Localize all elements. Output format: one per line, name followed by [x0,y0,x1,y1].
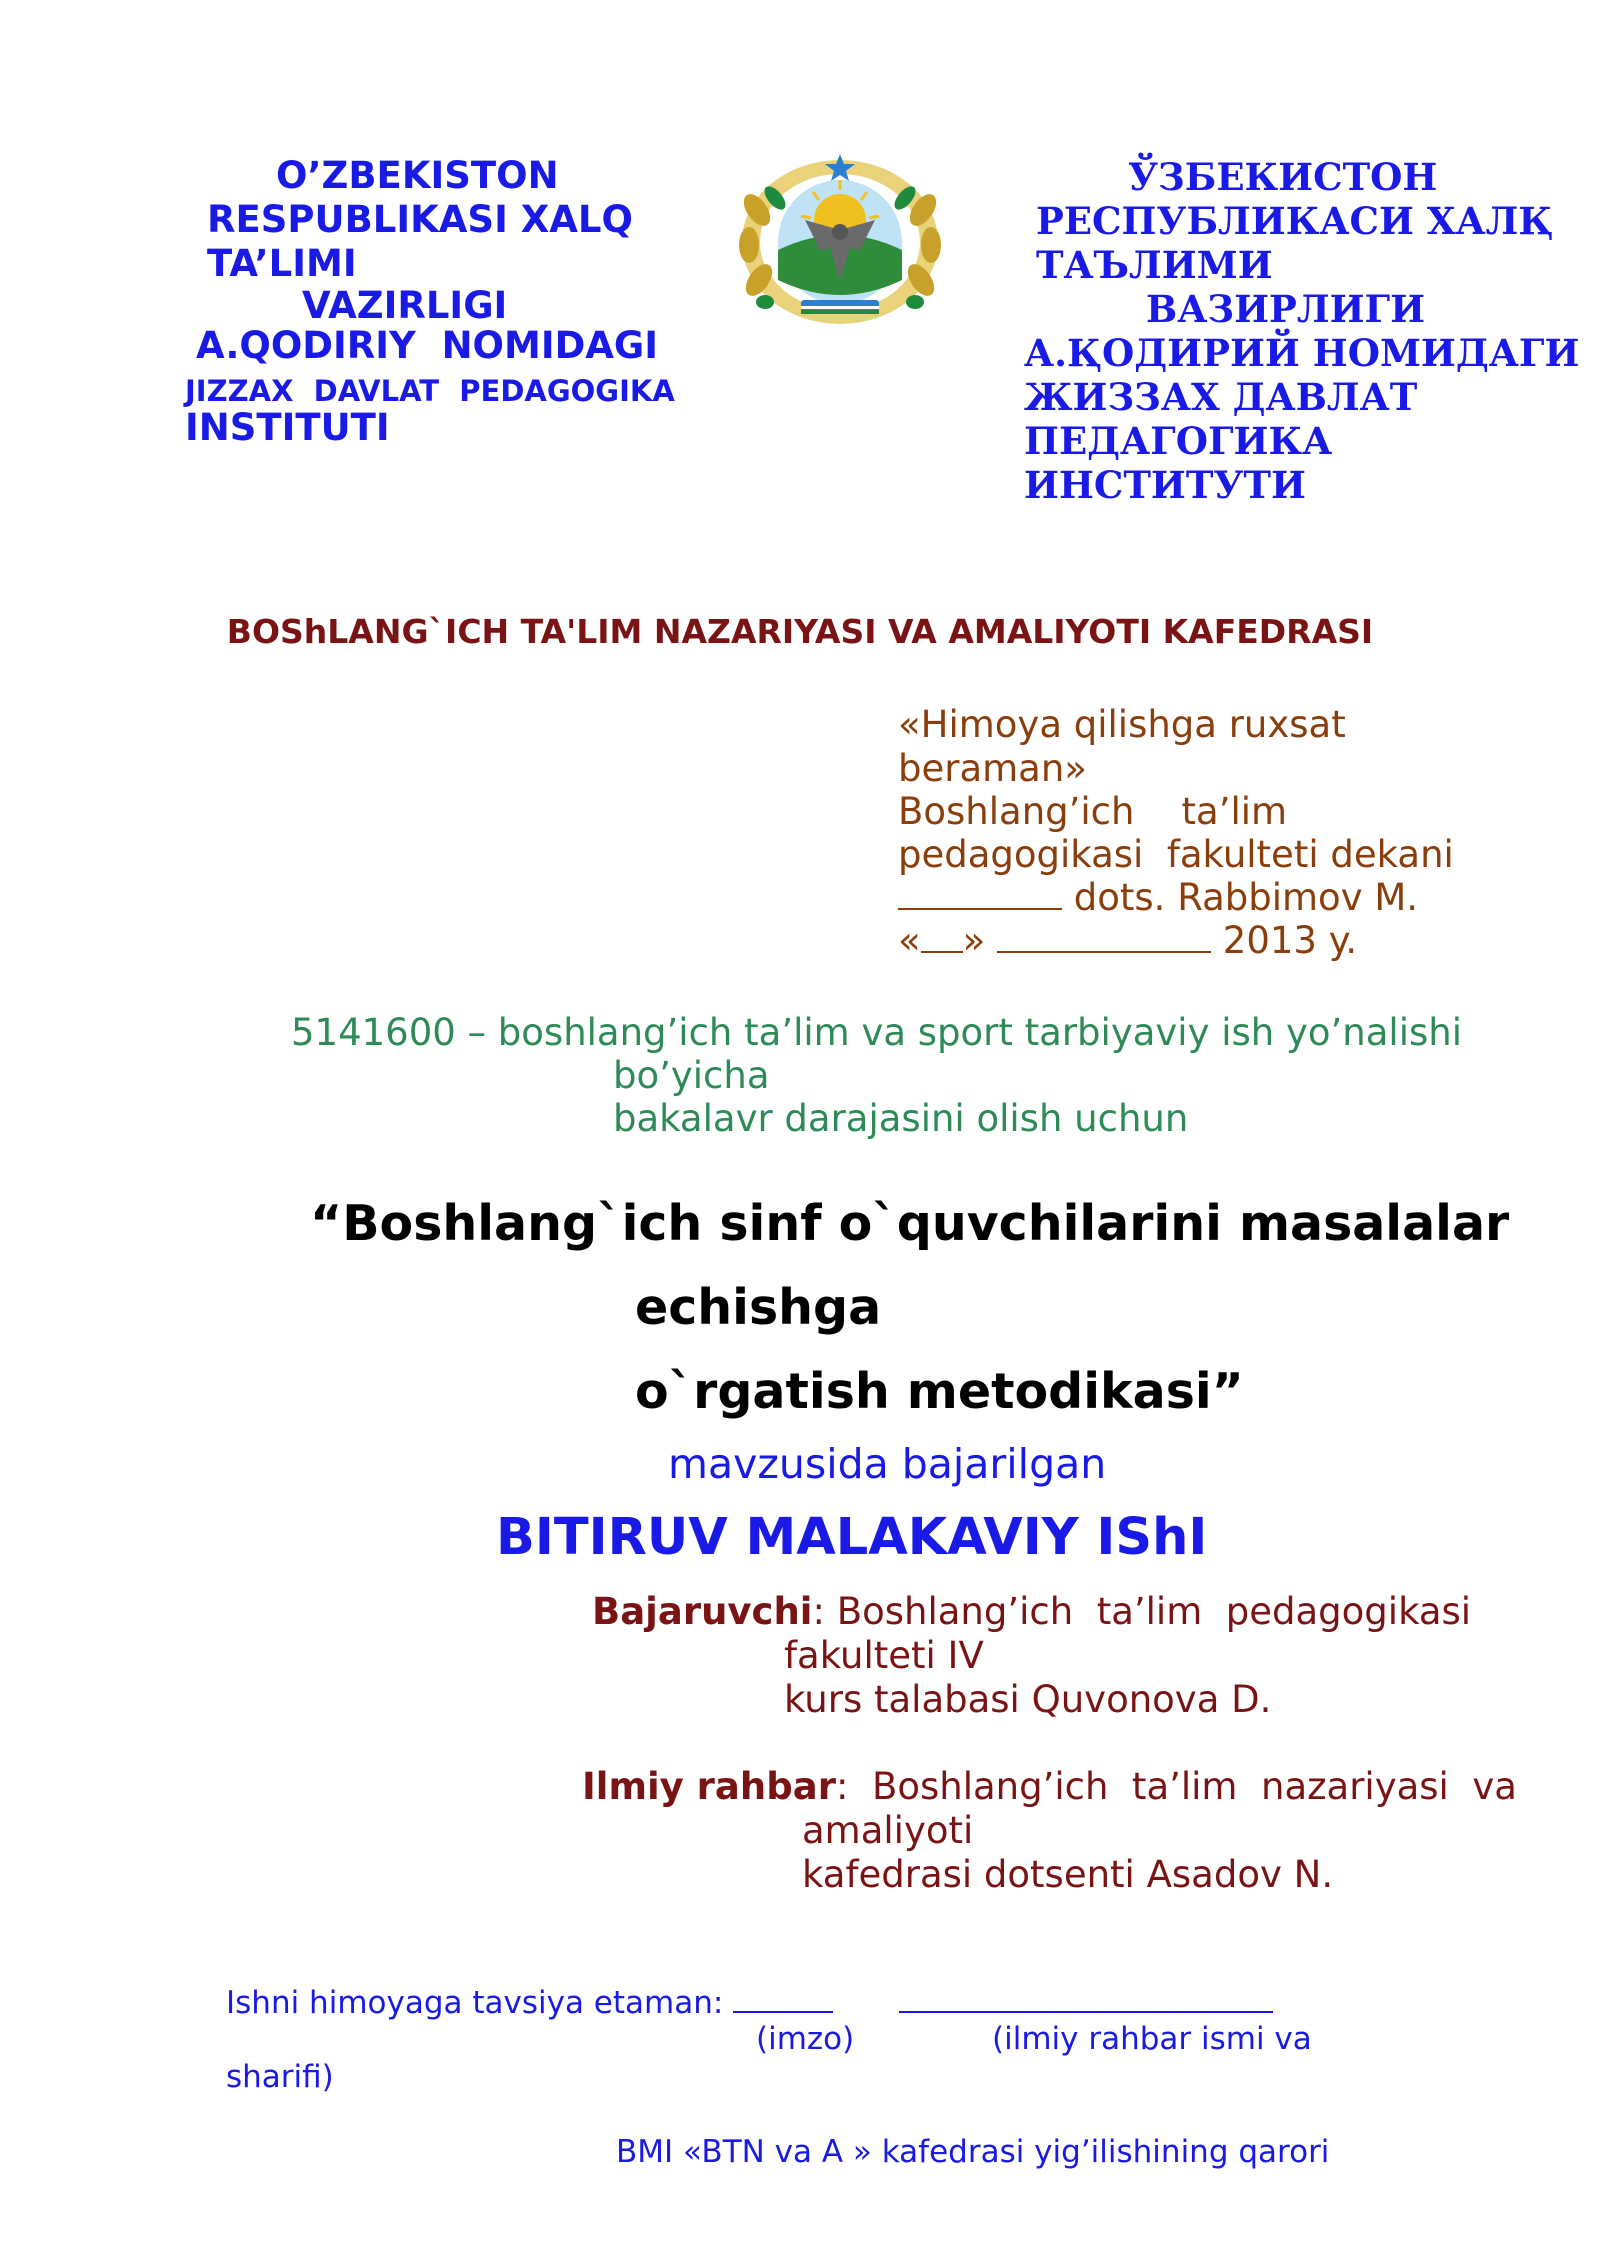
day-blank [921,921,963,953]
supervisor-name-line [899,1983,1273,2013]
header-right-line-4: ВАЗИРЛИГИ [1146,287,1426,331]
header-left-line-6: JIZZAX DAVLAT PEDAGOGIKA [185,374,675,408]
performer-line-3: kurs talabasi Quvonova D. [784,1678,1272,1721]
header-left-line-3: TA’LIMI [207,242,357,285]
month-blank [997,921,1211,953]
imzo-caption: (imzo) [756,2021,855,2057]
quote-open: « [898,919,921,962]
degree-line-2: bo’yicha [613,1054,770,1097]
approval-line-5 [898,876,1418,919]
thesis-title-line-3: o`rgatish metodikasi” [635,1363,1244,1420]
thesis-title-line-1: “Boshlang`ich sinf o`quvchilarini masalalar [310,1195,1510,1252]
degree-line-3: bakalavr darajasini olish uchun [613,1097,1189,1140]
state-emblem-icon [735,150,945,330]
approval-year: 2013 y. [1211,919,1358,962]
approval-line-4: pedagogikasi fakulteti dekani [898,833,1454,876]
sharifi-caption: sharifi) [226,2059,334,2095]
degree-line-1: 5141600 – boshlang’ich ta’lim va sport tarbiyaviy ish yo’nalishi [291,1011,1462,1054]
header-right-line-1: ЎЗБЕКИСТОН [1128,155,1438,199]
supervisor-label: Ilmiy rahbar [582,1765,836,1808]
supervisor-text: : Boshlang’ich ta’lim nazariyasi va [835,1765,1517,1808]
approval-line-1: «Himoya qilishga ruxsat [898,703,1346,746]
header-right-line-7: ПЕДАГОГИКА [1024,419,1333,463]
work-type-heading: BITIRUV MALAKAVIY IShI [496,1508,1208,1567]
header-right-line-5: А.ҚОДИРИЙ НОМИДАГИ [1024,331,1580,375]
state-emblem [735,150,945,330]
performer-line-1 [592,1590,1471,1633]
recommend-line [226,1983,1273,2021]
quote-close: » [962,919,998,962]
header-left-line-2: RESPUBLIKASI XALQ [207,198,633,241]
header-left-line-5: A.QODIRIY NOMIDAGI [196,324,659,367]
supervisor-line-2: amaliyoti [802,1809,974,1852]
approval-line-3: Boshlang’ich ta’lim [898,790,1288,833]
performer-text: : Boshlang’ich ta’lim pedagogikasi [812,1590,1472,1633]
supervisor-line-1 [582,1765,1517,1808]
bmi-decision-line: BMI «BTN va A » kafedrasi yig’ilishining qarori [616,2134,1330,2170]
ilmiy-caption: (ilmiy rahbar ismi va [992,2021,1312,2057]
header-right-line-6: ЖИЗЗАХ ДАВЛАТ [1024,375,1418,419]
recommend-text: Ishni himoyaga tavsiya etaman: [226,1985,734,2021]
supervisor-line-3: kafedrasi dotsenti Asadov N. [802,1853,1334,1896]
header-left-line-1: O’ZBEKISTON [276,154,559,197]
department-heading: BOShLANG`ICH TA'LIM NAZARIYASI VA AMALIYOTI KAFEDRASI [226,612,1374,651]
subtitle: mavzusida bajarilgan [668,1440,1107,1488]
signature-blank [898,878,1062,910]
header-left-line-4: VAZIRLIGI [302,284,508,327]
performer-label: Bajaruvchi [592,1590,813,1633]
header-right-line-3: ТАЪЛИМИ [1036,243,1273,287]
thesis-title-line-2: echishga [635,1279,882,1336]
dean-name: dots. Rabbimov M. [1062,876,1419,919]
header-right-line-2: РЕСПУБЛИКАСИ ХАЛҚ [1036,199,1554,243]
header-left-line-7: INSTITUTI [185,406,390,449]
signature-line [733,1983,833,2013]
header-right-line-8: ИНСТИТУТИ [1024,463,1306,507]
performer-line-2: fakulteti IV [784,1634,984,1677]
approval-line-2: beraman» [898,747,1087,790]
approval-line-6 [898,919,1357,962]
